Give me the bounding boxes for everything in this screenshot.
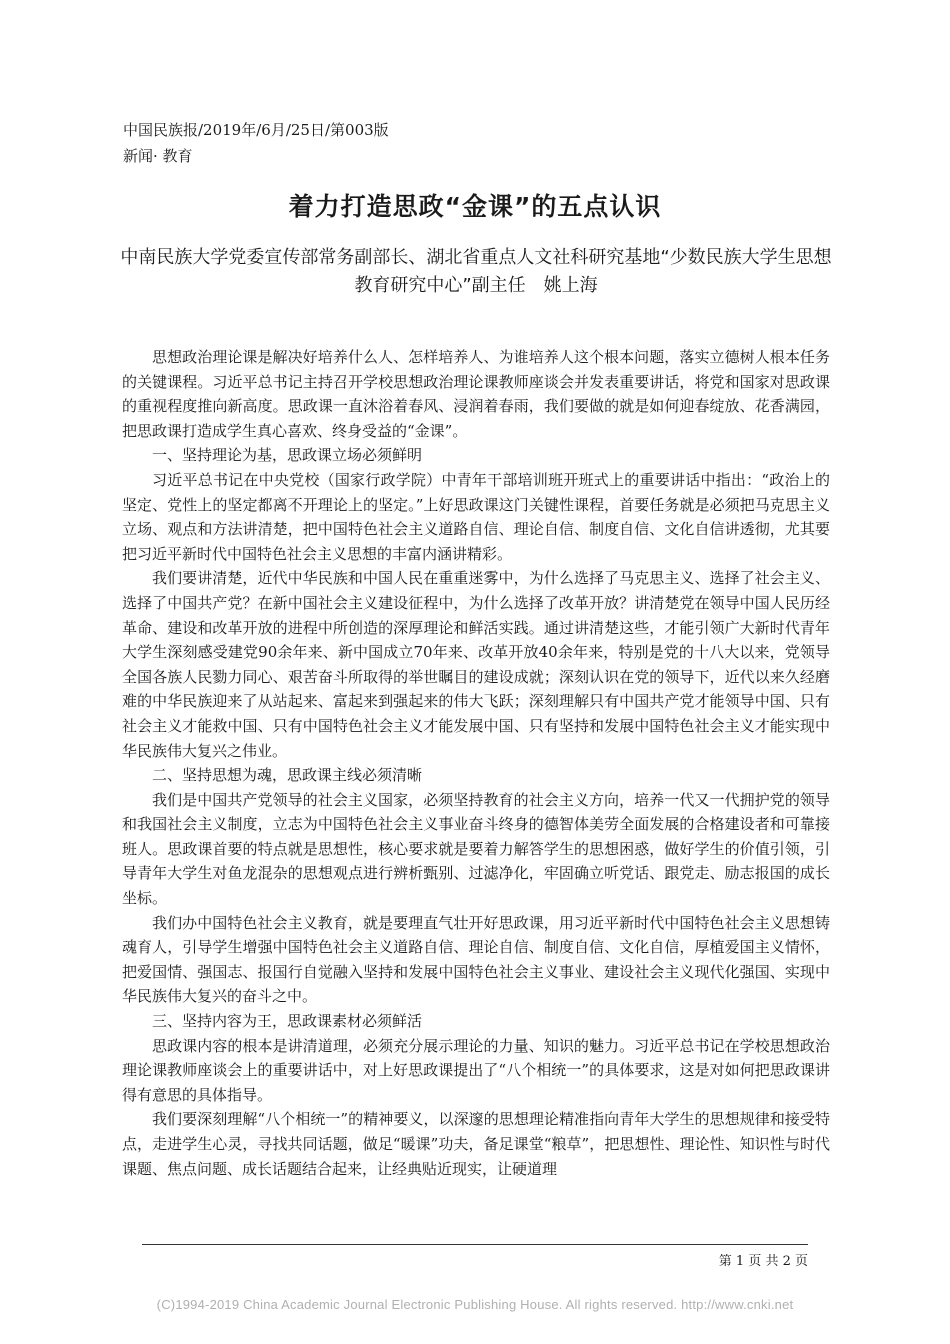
page-indicator: 第 1 页 共 2 页 xyxy=(718,1254,808,1269)
paragraph: 我们办中国特色社会主义教育，就是要理直气壮开好思政课，用习近平新时代中国特色社会主义思想铸魂育人，引导学生增强中国特色社会主义道路自信、理论自信、制度自信、文化自信，厚植爱国主义情怀，把爱国情、强国志、报国行自觉融入坚持和发展中国特色社会主义事业、建设社会主义现代化强国、实现中华民族伟大复兴的奋斗之中。 xyxy=(122,913,830,1006)
footer-divider xyxy=(142,1244,808,1245)
section-heading: 一、坚持理论为基，思政课立场必须鲜明 xyxy=(152,446,423,465)
copyright-watermark: (C)1994-2019 China Academic Journal Electronic Publishing House. All rights reserved. http://www.cnki.net xyxy=(156,1297,794,1312)
paragraph: 思想政治理论课是解决好培养什么人、怎样培养人、为谁培养人这个根本问题，落实立德树人根本任务的关键课程。习近平总书记主持召开学校思想政治理论课教师座谈会并发表重要讲话，将党和国家对思政课的重视程度推向新高度。思政课一直沐浴着春风、浸润着春雨，我们要做的就是如何迎春绽放、花香满园，把思政课打造成学生真心喜欢、终身受益的“金课”。 xyxy=(122,348,830,440)
source-line: 中国民族报/2019年/6月/25日/第003版 xyxy=(123,121,389,139)
source-info xyxy=(123,117,389,169)
paragraph: 我们要讲清楚，近代中华民族和中国人民在重重迷雾中，为什么选择了马克思主义、选择了社会主义、选择了中国共产党？在新中国社会主义建设征程中，为什么选择了改革开放？讲清楚党在领导中国人民历经革命、建设和改革开放的进程中所创造的深厚理论和鲜活实践。通过讲清楚这些，才能引领广大新时代青年大学生深刻感受建党90余年来、新中国成立70年来、改革开放40余年来，特别是党的十八大以来，党领导全国各族人民勠力同心、艰苦奋斗所取得的举世瞩目的建设成就；深刻认识在党的领导下，近代以来久经磨难的中华民族迎来了从站起来、富起来到强起来的伟大飞跃；深刻理解只有中国共产党才能领导中国、只有社会主义才能救中国、只有中国特色社会主义才能发展中国、只有坚持和发展中国特色社会主义才能实现中华民族伟大复兴之伟业。 xyxy=(122,569,830,760)
section-heading: 三、坚持内容为王，思政课素材必须鲜活 xyxy=(152,1012,423,1031)
article-title: 着力打造思政“金课”的五点认识 xyxy=(288,192,662,221)
paragraph: 我们要深刻理解“八个相统一”的精神要义，以深邃的思想理论精准指向青年大学生的思想规律和接受特点，走进学生心灵，寻找共同话题，做足“暖课”功夫，备足课堂“粮草”，把思想性、理论性、知识性与时代课题、焦点问题、成长话题结合起来，让经典贴近现实，让硬道理 xyxy=(122,1110,830,1178)
section-heading: 二、坚持思想为魂，思政课主线必须清晰 xyxy=(152,766,423,785)
article-body xyxy=(122,345,830,1181)
section-label: 新闻· 教育 xyxy=(123,147,193,165)
author-line: 中南民族大学党委宣传部常务副部长、湖北省重点人文社科研究基地“少数民族大学生思想教育研究中心”副主任 姚上海 xyxy=(120,247,832,296)
paragraph: 思政课内容的根本是讲清道理，必须充分展示理论的力量、知识的魅力。习近平总书记在学校思想政治理论课教师座谈会上的重要讲话中，对上好思政课提出了“八个相统一”的具体要求，这是对如何把思政课讲得有意思的具体指导。 xyxy=(122,1036,830,1104)
paragraph: 我们是中国共产党领导的社会主义国家，必须坚持教育的社会主义方向，培养一代又一代拥护党的领导和我国社会主义制度，立志为中国特色社会主义事业奋斗终身的德智体美劳全面发展的合格建设者和可靠接班人。思政课首要的特点就是思想性，核心要求就是要着力解答学生的思想困惑，做好学生的价值引领，引导青年大学生对鱼龙混杂的思想观点进行辨析甄别、过滤净化，牢固确立听党话、跟党走、励志报国的成长坐标。 xyxy=(122,790,830,908)
paragraph: 习近平总书记在中央党校（国家行政学院）中青年干部培训班开班式上的重要讲话中指出：“政治上的坚定、党性上的坚定都离不开理论上的坚定。”上好思政课这门关键性课程，首要任务就是必须把马克思主义立场、观点和方法讲清楚，把中国特色社会主义道路自信、理论自信、制度自信、文化自信讲透彻，尤其要把习近平新时代中国特色社会主义思想的丰富内涵讲精彩。 xyxy=(122,470,830,563)
